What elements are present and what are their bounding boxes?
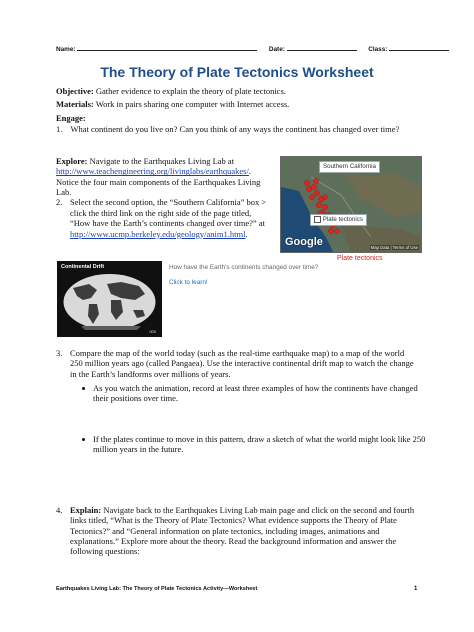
q3-bullet1-line1: As you watch the animation, record at least three examples of how the continents have changed [93,383,418,394]
q2-number: 2. [56,197,63,208]
drift-counter: 000 [149,329,156,335]
explore-line1: Navigate to the Earthquakes Living Lab at [87,156,235,166]
date-blank[interactable] [287,44,357,51]
q1-text: What continent do you live on? Can you think of any ways the continent has changed over time? [70,124,400,134]
continental-drift-thumbnail[interactable] [57,261,162,337]
ucmp-link[interactable]: http://www.ucmp.berkeley.edu/geology/anim1.html [70,228,246,239]
plate-tectonics-overlay-label: Plate tectonics [322,216,363,224]
q4-number: 4. [56,505,63,515]
materials-text: Work in pairs sharing one computer with Internet access. [93,99,290,109]
page-number: 1 [414,586,418,592]
drift-question: How have the Earth's continents changed over time? [169,264,319,271]
materials [56,99,289,109]
q3-line1: Compare the map of the world today (such as the real-time earthquake map) to a map of the world [70,348,405,358]
q3-bullet-2 [56,434,426,455]
name-blank[interactable] [77,44,257,51]
page-footer: Earthquakes Living Lab: The Theory of Plate Tectonics Activity—Worksheet [56,586,258,592]
region-label[interactable]: Southern California [319,161,380,173]
page-title: The Theory of Plate Tectonics Worksheet [100,64,374,80]
checkbox-icon[interactable] [314,216,321,223]
explore-label: Explore: [56,156,88,166]
click-to-learn-link[interactable]: Click to learn! [169,279,208,286]
q3-bullet2-line2: million years in the future. [93,444,184,455]
q3-line2: 250 million years ago (called Pangaea). Use the interactive continental drift map to watch the change [70,358,414,369]
objective-text: Gather evidence to explain the theory of plate tectonics. [93,86,286,96]
q4-line5: following questions: [70,546,140,557]
plate-tectonics-overlay[interactable] [310,214,367,226]
q3-bullet1-line2: their positions over time. [93,393,178,404]
engage-q1 [56,124,399,134]
q4-line4: explanations.” Explore more about the theory. Read the background information and answer the [70,536,397,547]
southern-california-map[interactable] [280,156,422,253]
class-label: Class: [368,46,388,53]
explain-label: Explain: [70,505,102,515]
q2-line1: Select the second option, the “Southern California” box > [70,197,267,208]
q3-bullet-1 [56,383,426,404]
class-blank[interactable] [389,44,449,51]
engage-label: Engage: [56,113,86,123]
q4-line2: links titled, “What is the Theory of Plate Tectonics? What evidence supports the Theory of Plate [70,515,397,526]
q4-line1: Navigate back to the Earthquakes Living Lab main page and click on the second and fourth [101,505,415,515]
explore-section: Explore: Navigate to the Earthquakes Living Lab at http://www.teachengineering.org/livinglabs/earthquakes/. Notice the four main components of the Earthquakes Living Lab. 2. Select the second option, the “Southern California” box > click the third link on the right side of the page titled, “How have the Earth’s continents changed over time?” at http://www.ucmp.berkeley.edu/geology/anim1.html. [56,156,276,239]
q2-period: . [245,228,248,239]
q3-bullet2-line1: If the plates continue to move in this pattern, draw a sketch of what the world might look like 250 [93,433,426,444]
question-4 [56,505,426,557]
objective [56,86,286,96]
q2-line3: “How have the Earth’s continents changed over time?” at [70,218,265,229]
google-logo: Google [285,235,323,248]
date-label: Date: [268,46,285,53]
bullet-icon [82,387,85,390]
question-3 [56,348,426,455]
q4-line3: Tectonics?” and “General information on plate tectonics, including images, animations and [70,525,380,536]
q3-line3: in the Earth’s landforms over millions of years. [70,368,231,379]
map-caption: Plate tectonics [337,255,383,262]
bullet-icon [82,438,85,441]
q2-line2: click the third link on the right side of the page titled, [70,207,252,218]
explore-line2: Notice the four main components of the Earthquakes Living [56,176,261,187]
q3-number: 3. [56,348,63,358]
drift-title: Continental Drift [61,264,105,270]
map-attribution[interactable]: Map Data | Terms of Use [370,244,418,250]
living-lab-link[interactable]: http://www.teachengineering.org/livinglabs/earthquakes/ [56,166,249,177]
materials-label: Materials: [56,99,94,109]
objective-label: Objective: [56,86,94,96]
explore-line3: Lab. [56,187,72,198]
q1-number: 1. [56,124,63,134]
header-fields [56,44,449,54]
world-map-icon [61,270,158,332]
name-label: Name: [56,46,76,53]
